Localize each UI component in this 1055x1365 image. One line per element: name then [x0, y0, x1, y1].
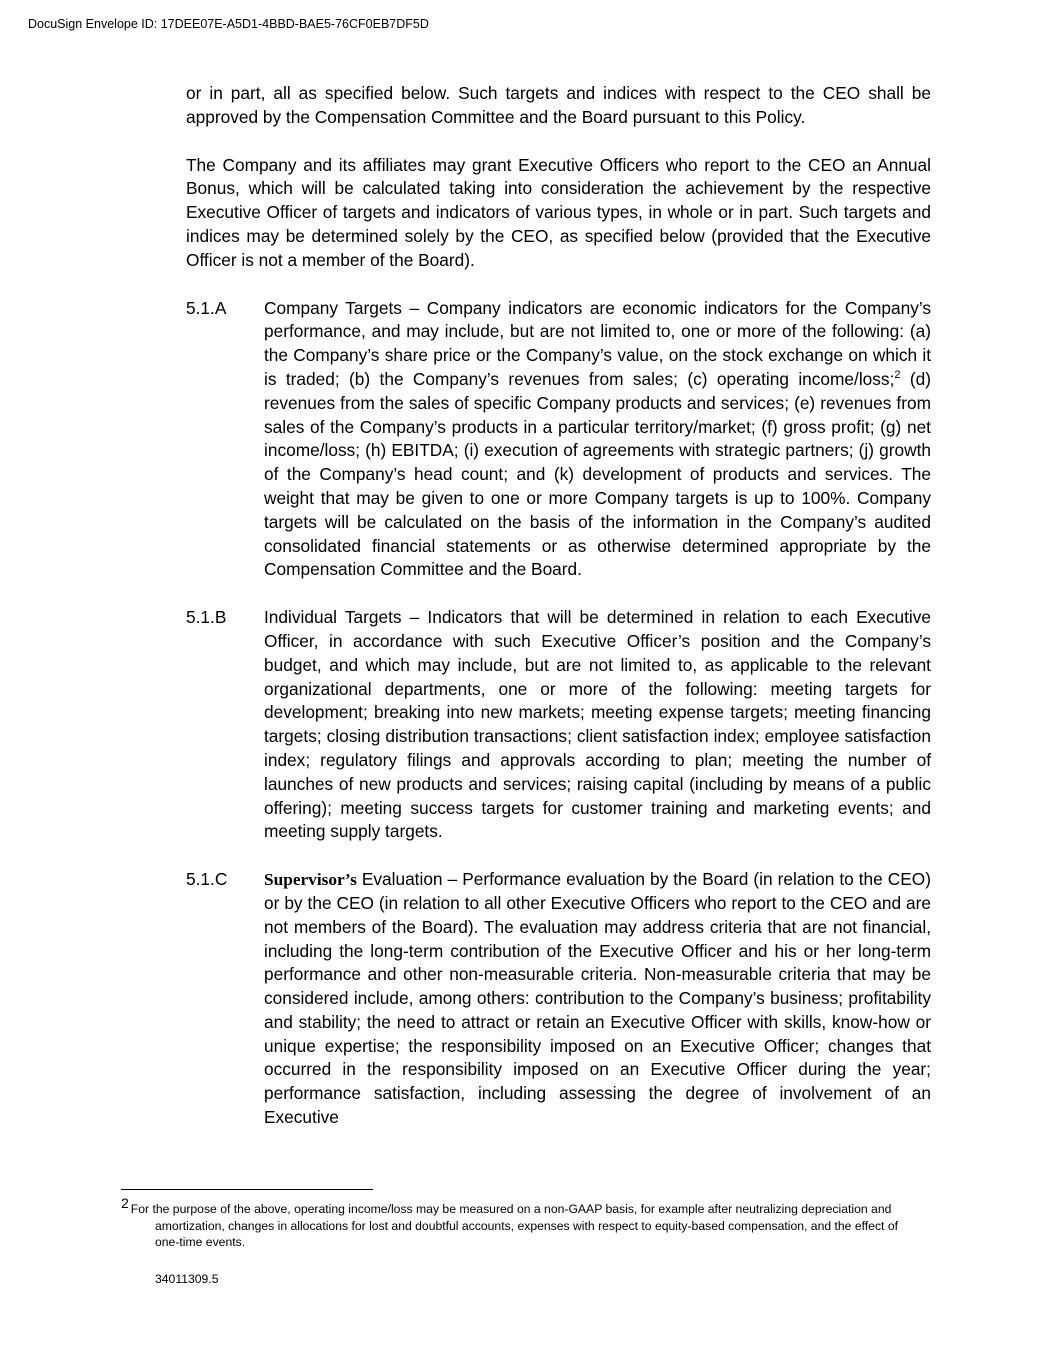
paragraph-intro: or in part, all as specified below. Such targets and indices with respect to the CEO shall be approved by the Compensation Committee and the Board pursuant to this Policy.: [186, 83, 931, 127]
section-text: [264, 297, 931, 583]
section-body: – Indicators that will be determined in relation to each Executive Officer, in accordance with such Executive Officer’s position and the Company’s budget, and which may include, but are not limited to, as applicable to the relevant organizational departments, one or more of the following: meeting targets for development; breaking into new markets; meeting expense targets; meeting financing targets; closing distribution transactions; client satisfaction index; employee satisfaction index; regulatory filings and approvals according to plan; meeting the number of launches of new products and services; raising capital (including by means of a public offering); meeting success targets for customer training and marketing events; and meeting supply targets.: [264, 607, 931, 842]
section-body: – Performance evaluation by the Board (in relation to the CEO) or by the CEO (in relation to all other Executive Officers who report to the CEO and are not members of the Board). The evaluation may address criteria that are not financial, including the long-term contribution of the Executive Officer and his or her long-term performance and other non-measurable criteria. Non-measurable criteria that may be considered include, among others: contribution to the Company’s business; profitability and stability; the need to attract or retain an Executive Officer with skills, know-how or unique expertise; the responsibility imposed on an Executive Officer; changes that occurred in the responsibility imposed on an Executive Officer during the year; performance satisfaction, including assessing the degree of involvement of an Executive: [264, 869, 931, 1128]
section-number: 5.1.B: [186, 607, 227, 628]
section-title-bold: Supervisor’s: [264, 870, 357, 890]
section-title: Individual Targets: [264, 607, 402, 628]
footnote-line-3: one-time events.: [155, 1235, 246, 1250]
footnote-separator: [121, 1189, 373, 1190]
section-number: 5.1.A: [186, 297, 227, 318]
footnote-line-2: amortization, changes in allocations for lost and doubtful accounts, expenses with respect to equity-based compensation, and the effect of: [155, 1218, 898, 1233]
section-body-part2: (d) revenues from the sales of specific Company products and services; (e) revenues from sales of the Company’s products in a particular territory/market; (f) gross profit; (g) net income/loss; (h) EBITDA; (i) execution of agreements with strategic partners; (j) growth of the Company’s head count; and (k) development of products and services. The weight that may be given to one or more Company targets is up to 100%. Company targets will be calculated on the basis of the information in the Company’s audited consolidated financial statements or as otherwise determined appropriate by the Compensation Committee and the Board.: [264, 368, 931, 580]
footnote-number: 2: [121, 1195, 129, 1211]
document-number: 34011309.5: [155, 1272, 219, 1286]
footnote: [121, 1195, 921, 1251]
section-title: Company Targets: [264, 297, 402, 318]
section-5-1-a: [186, 297, 931, 583]
section-number: 5.1.C: [186, 869, 228, 890]
document-body: [186, 82, 931, 1154]
section-5-1-c: [186, 868, 931, 1130]
section-text: [264, 868, 931, 1130]
section-body-part1: – Company indicators are economic indicators for the Company’s performance, and may include, but are not limited to, one or more of the following: (a) the Company’s share price or the Company’s value, on the stock exchange on which it is traded; (b) the Company’s revenues from sales; (c) operating income/loss;: [264, 297, 931, 389]
footnote-text-1: For the purpose of the above, operating income/loss may be measured on a non-GAAP basis, for example after neutralizing depreciation and: [130, 1202, 892, 1216]
paragraph-annual-bonus: The Company and its affiliates may grant Executive Officers who report to the CEO an Annual Bonus, which will be calculated taking into consideration the achievement by the respective Executive Officer of targets and indicators of various types, in whole or in part. Such targets and indices may be determined solely by the CEO, as specified below (provided that the Executive Officer is not a member of the Board).: [186, 154, 931, 270]
section-5-1-b: [186, 606, 931, 844]
footnote-reference: 2: [894, 369, 901, 382]
section-title-rest: Evaluation: [361, 869, 443, 890]
docusign-envelope-id: DocuSign Envelope ID: 17DEE07E-A5D1-4BBD-BAE5-76CF0EB7DF5D: [28, 17, 429, 31]
footnote-line-1: [121, 1195, 921, 1218]
section-text: [264, 606, 931, 844]
